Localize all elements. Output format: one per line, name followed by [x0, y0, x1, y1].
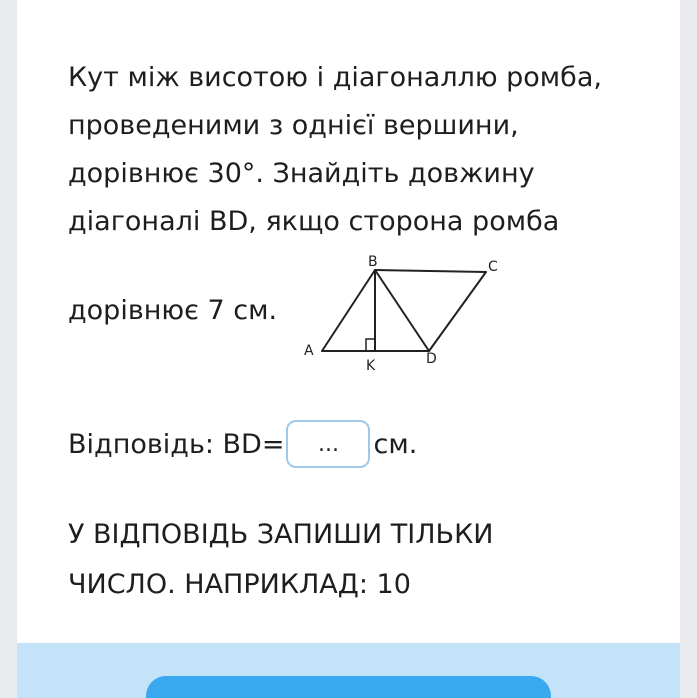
answer-prefix: Відповідь: BD= [68, 428, 285, 460]
rhombus-figure [298, 250, 518, 380]
answer-row [68, 418, 417, 470]
label-k: K [366, 358, 376, 374]
answer-input[interactable] [286, 420, 370, 468]
question-line-5: дорівнює 7 см. [68, 295, 278, 326]
side-bc [375, 270, 486, 272]
question-line-2: проведеними з однієї вершини, [68, 110, 519, 141]
instruction-text [68, 510, 493, 610]
submit-button[interactable] [146, 676, 551, 698]
side-cd [429, 272, 486, 351]
question-text [68, 54, 648, 246]
question-line-1: Кут між висотою і діагоналлю ромба, [68, 62, 602, 93]
instruction-line-1: У ВІДПОВІДЬ ЗАПИШИ ТІЛЬКИ [68, 519, 494, 550]
label-c: C [488, 259, 498, 275]
question-line-3: дорівнює 30°. Знайдіть довжину [68, 158, 535, 189]
instruction-line-2: ЧИСЛО. НАПРИКЛАД: 10 [68, 569, 411, 600]
diagonal-bd [375, 270, 429, 351]
answer-input-placeholder: ... [317, 431, 339, 457]
answer-unit: см. [373, 428, 418, 460]
label-b: B [368, 254, 378, 270]
right-angle-mark [366, 339, 375, 351]
question-line-4: діагоналі BD, якщо сторона ромба [68, 206, 560, 237]
label-d: D [426, 351, 437, 367]
label-a: A [304, 343, 314, 359]
